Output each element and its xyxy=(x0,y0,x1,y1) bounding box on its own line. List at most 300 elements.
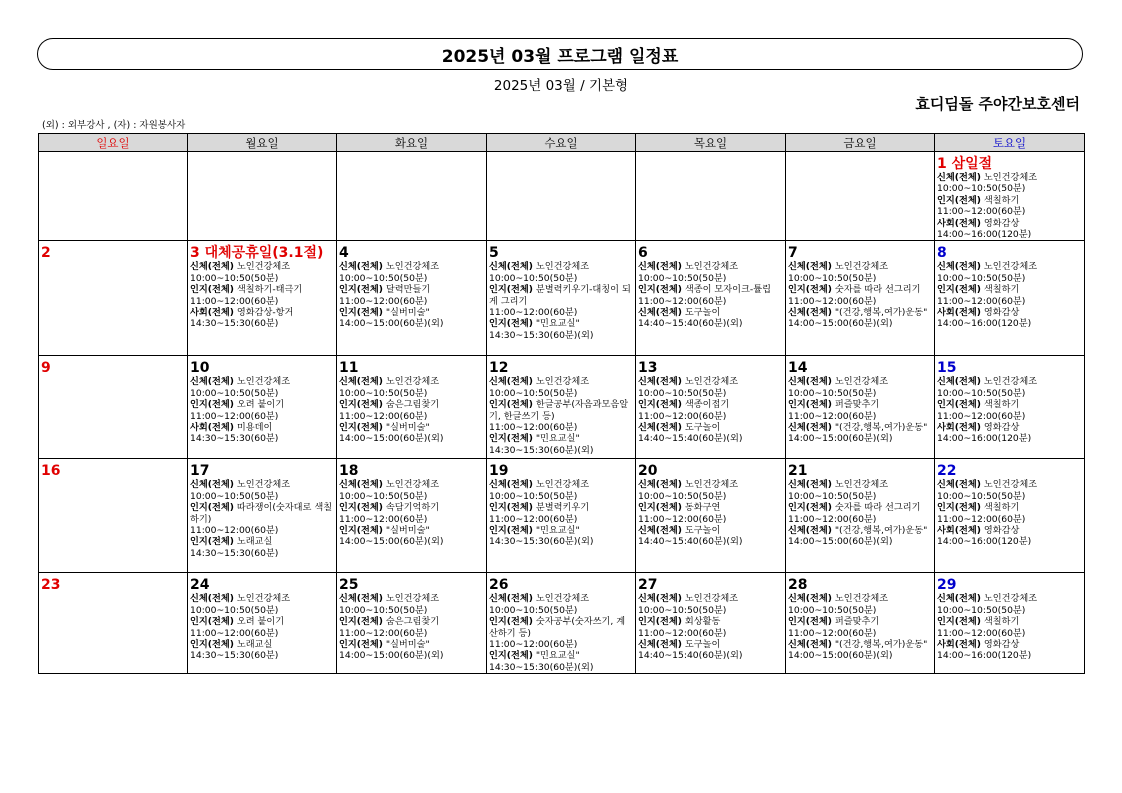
program-category: 인지(전체) xyxy=(937,399,981,411)
day-number: 26 xyxy=(489,577,509,594)
program-entry xyxy=(339,639,484,650)
program-entry xyxy=(638,502,783,513)
program-category: 신체(전체) xyxy=(638,525,682,537)
program-entry xyxy=(788,479,932,490)
calendar-day-cell xyxy=(636,356,786,459)
program-name: "민요교실" xyxy=(535,433,580,445)
program-name: 노인건강체조 xyxy=(236,593,291,605)
program-time: 11:00~12:00(60분) xyxy=(638,513,727,525)
program-category: 신체(전체) xyxy=(788,307,832,319)
calendar-body xyxy=(39,152,1085,674)
program-entry xyxy=(638,639,783,650)
program-name: 영화감상 xyxy=(983,307,1020,319)
program-name: 도구놀이 xyxy=(684,307,721,319)
program-time: 14:40~15:40(60분)(외) xyxy=(638,536,743,548)
program-entry xyxy=(339,399,484,410)
program-category: 인지(전체) xyxy=(638,616,682,628)
program-time: 14:00~15:00(60분)(외) xyxy=(788,318,893,330)
program-time: 10:00~10:50(50분) xyxy=(638,387,727,399)
program-name: 영화감상-항거 xyxy=(236,307,294,319)
program-time: 14:40~15:40(60분)(외) xyxy=(638,433,743,445)
program-category: 신체(전체) xyxy=(638,422,682,434)
calendar-day-cell xyxy=(39,152,188,241)
program-time: 14:30~15:30(60분)(외) xyxy=(489,536,594,548)
program-time: 14:00~15:00(60분)(외) xyxy=(788,536,893,548)
program-time: 11:00~12:00(60분) xyxy=(190,627,279,639)
program-category: 신체(전체) xyxy=(190,479,234,491)
program-time: 14:00~15:00(60분)(외) xyxy=(788,650,893,662)
program-time: 10:00~10:50(50분) xyxy=(937,604,1026,616)
program-category: 신체(전체) xyxy=(788,422,832,434)
program-category: 사회(전체) xyxy=(190,307,234,319)
program-name: "민요교실" xyxy=(535,650,580,662)
program-name: 오려 붙이기 xyxy=(236,399,285,411)
program-entry xyxy=(638,284,783,295)
calendar-day-cell xyxy=(487,459,636,573)
program-entry xyxy=(937,502,1082,513)
program-time: 14:00~15:00(60분)(외) xyxy=(339,650,444,662)
program-entry xyxy=(788,616,932,627)
program-name: 노인건강체조 xyxy=(385,261,440,273)
program-entry xyxy=(190,307,334,318)
program-name: 회상활동 xyxy=(684,616,721,628)
program-entry xyxy=(190,502,334,525)
program-time: 14:00~15:00(60분)(외) xyxy=(788,433,893,445)
program-entry xyxy=(339,422,484,433)
program-category: 인지(전체) xyxy=(489,318,533,330)
program-category: 인지(전체) xyxy=(339,525,383,537)
program-name: 색칠하기 xyxy=(983,616,1020,628)
program-entry xyxy=(937,284,1082,295)
program-category: 신체(전체) xyxy=(788,593,832,605)
program-entry xyxy=(190,593,334,604)
center-name: 효디딤돌 주야간보호센터 xyxy=(915,95,1080,113)
program-time: 11:00~12:00(60분) xyxy=(788,627,877,639)
calendar-day-cell xyxy=(188,459,337,573)
program-time: 10:00~10:50(50분) xyxy=(788,490,877,502)
program-name: 노인건강체조 xyxy=(535,593,590,605)
program-time: 10:00~10:50(50분) xyxy=(489,387,578,399)
program-category: 신체(전체) xyxy=(937,172,981,183)
program-category: 인지(전체) xyxy=(489,525,533,537)
program-name: "(건강,행복,여가)운동" xyxy=(834,525,928,537)
program-name: 영화감상 xyxy=(983,422,1020,434)
program-entry xyxy=(489,479,633,490)
program-entry xyxy=(788,502,932,513)
program-entry xyxy=(190,479,334,490)
calendar-table xyxy=(38,133,1085,674)
program-time: 14:00~16:00(120분) xyxy=(937,229,1032,241)
legend-note: (외) : 외부강사 , (자) : 자원봉사자 xyxy=(42,120,186,131)
day-number: 21 xyxy=(788,463,808,480)
program-entry xyxy=(937,195,1082,206)
program-category: 신체(전체) xyxy=(638,639,682,651)
program-entry xyxy=(937,307,1082,318)
weekday-header-sun: 일요일 xyxy=(39,134,188,152)
program-category: 신체(전체) xyxy=(937,261,981,273)
program-time: 10:00~10:50(50분) xyxy=(190,604,279,616)
program-time: 11:00~12:00(60분) xyxy=(937,410,1026,422)
program-time: 11:00~12:00(60분) xyxy=(489,513,578,525)
calendar-day-cell xyxy=(188,241,337,356)
program-category: 인지(전체) xyxy=(190,502,234,514)
calendar-day-cell xyxy=(487,152,636,241)
program-entry xyxy=(788,399,932,410)
program-category: 인지(전체) xyxy=(190,536,234,548)
program-name: 미용데이 xyxy=(236,422,273,434)
weekday-header-mon: 월요일 xyxy=(188,134,337,152)
program-category: 신체(전체) xyxy=(937,479,981,491)
program-name: 노인건강체조 xyxy=(684,479,739,491)
program-entry xyxy=(937,172,1082,183)
day-number: 22 xyxy=(937,463,957,480)
program-category: 신체(전체) xyxy=(190,376,234,388)
program-time: 11:00~12:00(60분) xyxy=(339,513,428,525)
calendar-day-cell xyxy=(935,573,1085,674)
program-time: 14:30~15:30(60분) xyxy=(190,433,279,445)
weekday-header-sat: 토요일 xyxy=(935,134,1085,152)
calendar-day-cell xyxy=(487,356,636,459)
program-category: 인지(전체) xyxy=(489,284,533,296)
day-number: 28 xyxy=(788,577,808,594)
program-category: 인지(전체) xyxy=(190,639,234,651)
calendar-day-cell xyxy=(39,356,188,459)
program-category: 인지(전체) xyxy=(339,307,383,319)
program-time: 10:00~10:50(50분) xyxy=(638,272,727,284)
program-category: 인지(전체) xyxy=(489,502,533,514)
program-entry xyxy=(489,261,633,272)
program-time: 14:00~16:00(120분) xyxy=(937,536,1032,548)
program-name: 노인건강체조 xyxy=(236,479,291,491)
program-time: 10:00~10:50(50분) xyxy=(489,272,578,284)
program-category: 신체(전체) xyxy=(339,593,383,605)
program-name: "실버미술" xyxy=(385,307,430,319)
program-time: 10:00~10:50(50분) xyxy=(788,272,877,284)
program-name: "민요교실" xyxy=(535,525,580,537)
program-category: 인지(전체) xyxy=(638,399,682,411)
program-time: 10:00~10:50(50분) xyxy=(937,272,1026,284)
program-entry xyxy=(638,525,783,536)
program-time: 14:00~15:00(60분)(외) xyxy=(339,318,444,330)
program-category: 인지(전체) xyxy=(190,399,234,411)
program-name: 분별력키우기-대칭이 되게 그리기 xyxy=(489,284,631,307)
program-time: 11:00~12:00(60분) xyxy=(489,307,578,319)
program-name: 노인건강체조 xyxy=(834,593,889,605)
program-name: 노인건강체조 xyxy=(834,376,889,388)
calendar-week-row xyxy=(39,356,1085,459)
program-category: 신체(전체) xyxy=(937,593,981,605)
program-entry xyxy=(339,284,484,295)
day-number: 11 xyxy=(339,360,359,377)
program-name: 색칠하기 xyxy=(983,194,1020,206)
program-name: 도구놀이 xyxy=(684,639,721,651)
program-time: 14:00~15:00(60분)(외) xyxy=(339,433,444,445)
weekday-header-thu: 목요일 xyxy=(636,134,786,152)
program-category: 신체(전체) xyxy=(190,261,234,273)
program-name: 오려 붙이기 xyxy=(236,616,285,628)
program-entry xyxy=(339,376,484,387)
program-entry xyxy=(788,639,932,650)
program-category: 신체(전체) xyxy=(788,639,832,651)
program-entry xyxy=(489,399,633,422)
program-category: 인지(전체) xyxy=(937,194,981,206)
program-entry xyxy=(937,593,1082,604)
day-number: 25 xyxy=(339,577,359,594)
program-entry xyxy=(638,307,783,318)
program-name: 동화구연 xyxy=(684,502,721,514)
weekday-header-wed: 수요일 xyxy=(487,134,636,152)
calendar-week-row xyxy=(39,241,1085,356)
program-name: 색종이 모자이크-튤립 xyxy=(684,284,771,296)
calendar-day-cell xyxy=(337,152,487,241)
program-time: 10:00~10:50(50분) xyxy=(489,490,578,502)
program-name: 노인건강체조 xyxy=(236,376,291,388)
program-name: 노인건강체조 xyxy=(385,376,440,388)
program-entry xyxy=(489,650,633,661)
program-category: 인지(전체) xyxy=(638,284,682,296)
program-name: 한글공부(자음과모음알기, 한글쓰기 등) xyxy=(489,399,629,422)
day-number: 9 xyxy=(41,360,51,377)
program-category: 인지(전체) xyxy=(190,616,234,628)
holiday-name: 대체공휴일(3.1절) xyxy=(204,245,324,262)
program-entry xyxy=(489,502,633,513)
program-entry xyxy=(489,376,633,387)
title-box xyxy=(37,38,1083,70)
day-number: 13 xyxy=(638,360,658,377)
calendar-day-cell xyxy=(337,241,487,356)
day-number: 14 xyxy=(788,360,808,377)
program-entry xyxy=(190,376,334,387)
calendar-day-cell xyxy=(337,356,487,459)
program-entry xyxy=(937,616,1082,627)
program-time: 10:00~10:50(50분) xyxy=(489,604,578,616)
program-time: 11:00~12:00(60분) xyxy=(339,410,428,422)
program-entry xyxy=(489,318,633,329)
program-name: 퍼즐맞추기 xyxy=(834,399,880,411)
day-number: 27 xyxy=(638,577,658,594)
program-name: 달력만들기 xyxy=(385,284,431,296)
calendar-day-cell xyxy=(39,573,188,674)
program-entry xyxy=(638,479,783,490)
program-category: 인지(전체) xyxy=(190,284,234,296)
program-category: 신체(전체) xyxy=(638,261,682,273)
program-category: 사회(전체) xyxy=(937,525,981,537)
program-time: 14:40~15:40(60분)(외) xyxy=(638,650,743,662)
program-entry xyxy=(489,525,633,536)
calendar-day-cell xyxy=(935,152,1085,241)
program-name: "실버미술" xyxy=(385,422,430,434)
program-entry xyxy=(937,479,1082,490)
program-name: 색칠하기 xyxy=(983,502,1020,514)
page-subtitle: 2025년 03월 / 기본형 xyxy=(493,78,629,94)
day-number: 3 xyxy=(190,245,200,262)
program-name: 숫자공부(숫자쓰기, 계산하기 등) xyxy=(489,616,626,639)
page-title: 2025년 03월 프로그램 일정표 xyxy=(441,46,679,67)
program-name: 노인건강체조 xyxy=(684,593,739,605)
program-name: 영화감상 xyxy=(983,525,1020,537)
program-time: 14:30~15:30(60분) xyxy=(190,650,279,662)
calendar-day-cell xyxy=(188,573,337,674)
program-entry xyxy=(937,525,1082,536)
program-entry xyxy=(489,593,633,604)
weekday-header-row xyxy=(39,134,1085,152)
program-category: 신체(전체) xyxy=(339,376,383,388)
program-category: 신체(전체) xyxy=(638,376,682,388)
program-category: 신체(전체) xyxy=(638,479,682,491)
program-entry xyxy=(788,261,932,272)
program-entry xyxy=(339,593,484,604)
program-name: 숫자를 따라 선그리기 xyxy=(834,502,921,514)
program-name: 영화감상 xyxy=(983,639,1020,651)
program-name: 따라쟁이(숫자대로 색칠하기) xyxy=(190,502,333,525)
program-name: "민요교실" xyxy=(535,318,580,330)
program-time: 11:00~12:00(60분) xyxy=(937,206,1026,218)
calendar-day-cell xyxy=(636,459,786,573)
program-category: 신체(전체) xyxy=(339,479,383,491)
program-entry xyxy=(190,422,334,433)
program-time: 11:00~12:00(60분) xyxy=(190,410,279,422)
program-entry xyxy=(190,284,334,295)
calendar-week-row xyxy=(39,152,1085,241)
calendar-day-cell xyxy=(786,356,935,459)
program-category: 인지(전체) xyxy=(339,502,383,514)
program-category: 신체(전체) xyxy=(489,479,533,491)
program-category: 사회(전체) xyxy=(190,422,234,434)
day-number: 20 xyxy=(638,463,658,480)
day-number: 10 xyxy=(190,360,210,377)
program-category: 신체(전체) xyxy=(190,593,234,605)
program-name: 노인건강체조 xyxy=(983,376,1038,388)
program-time: 10:00~10:50(50분) xyxy=(190,387,279,399)
program-category: 인지(전체) xyxy=(489,616,533,628)
calendar-day-cell xyxy=(39,241,188,356)
calendar-day-cell xyxy=(636,152,786,241)
program-name: 노인건강체조 xyxy=(834,479,889,491)
program-category: 인지(전체) xyxy=(339,616,383,628)
program-category: 신체(전체) xyxy=(788,525,832,537)
program-time: 11:00~12:00(60분) xyxy=(937,513,1026,525)
program-time: 11:00~12:00(60분) xyxy=(788,513,877,525)
program-time: 14:40~15:40(60분)(외) xyxy=(638,318,743,330)
program-name: 노인건강체조 xyxy=(684,261,739,273)
program-entry xyxy=(489,616,633,639)
program-entry xyxy=(638,422,783,433)
program-entry xyxy=(339,479,484,490)
program-time: 10:00~10:50(50분) xyxy=(788,604,877,616)
program-name: 노래교실 xyxy=(236,639,273,651)
calendar-week-row xyxy=(39,459,1085,573)
day-number: 23 xyxy=(41,577,61,594)
calendar-day-cell xyxy=(636,241,786,356)
program-name: 분별력키우기 xyxy=(535,502,590,514)
program-name: 노인건강체조 xyxy=(385,593,440,605)
program-entry xyxy=(638,593,783,604)
calendar-day-cell xyxy=(39,459,188,573)
program-time: 14:00~15:00(60분)(외) xyxy=(339,536,444,548)
day-number: 1 xyxy=(937,156,947,172)
program-time: 11:00~12:00(60분) xyxy=(937,295,1026,307)
program-category: 신체(전체) xyxy=(638,593,682,605)
program-name: 퍼즐맞추기 xyxy=(834,616,880,628)
program-name: 속담기억하기 xyxy=(385,502,440,514)
program-name: 노인건강체조 xyxy=(983,593,1038,605)
program-entry xyxy=(638,399,783,410)
program-category: 인지(전체) xyxy=(788,616,832,628)
program-category: 사회(전체) xyxy=(937,307,981,319)
program-name: 노인건강체조 xyxy=(983,261,1038,273)
calendar-day-cell xyxy=(188,356,337,459)
day-number: 7 xyxy=(788,245,798,262)
program-name: "(건강,행복,여가)운동" xyxy=(834,307,928,319)
program-time: 10:00~10:50(50분) xyxy=(937,183,1026,195)
program-name: 노인건강체조 xyxy=(684,376,739,388)
program-time: 11:00~12:00(60분) xyxy=(638,410,727,422)
program-time: 10:00~10:50(50분) xyxy=(339,387,428,399)
program-category: 인지(전체) xyxy=(339,284,383,296)
program-name: "(건강,행복,여가)운동" xyxy=(834,422,928,434)
program-entry xyxy=(190,639,334,650)
program-time: 10:00~10:50(50분) xyxy=(788,387,877,399)
program-time: 10:00~10:50(50분) xyxy=(937,490,1026,502)
day-number: 16 xyxy=(41,463,61,480)
day-number: 4 xyxy=(339,245,349,262)
program-category: 신체(전체) xyxy=(788,261,832,273)
program-category: 인지(전체) xyxy=(788,284,832,296)
program-category: 신체(전체) xyxy=(937,376,981,388)
program-time: 10:00~10:50(50분) xyxy=(638,490,727,502)
program-category: 신체(전체) xyxy=(788,376,832,388)
program-name: 노인건강체조 xyxy=(834,261,889,273)
program-time: 14:30~15:30(60분) xyxy=(190,318,279,330)
program-category: 인지(전체) xyxy=(788,502,832,514)
program-category: 신체(전체) xyxy=(638,307,682,319)
program-entry xyxy=(638,261,783,272)
calendar-day-cell xyxy=(337,459,487,573)
program-name: 노인건강체조 xyxy=(535,479,590,491)
day-number: 2 xyxy=(41,245,51,262)
day-number: 24 xyxy=(190,577,210,594)
program-time: 10:00~10:50(50분) xyxy=(937,387,1026,399)
program-name: 숫자를 따라 선그리기 xyxy=(834,284,921,296)
day-number: 17 xyxy=(190,463,210,480)
program-entry xyxy=(788,284,932,295)
program-time: 14:00~16:00(120분) xyxy=(937,318,1032,330)
program-entry xyxy=(638,616,783,627)
program-name: 노인건강체조 xyxy=(385,479,440,491)
calendar-week-row xyxy=(39,573,1085,674)
program-time: 11:00~12:00(60분) xyxy=(190,525,279,537)
program-time: 11:00~12:00(60분) xyxy=(638,627,727,639)
program-name: 노인건강체조 xyxy=(983,479,1038,491)
day-number: 12 xyxy=(489,360,509,377)
program-category: 인지(전체) xyxy=(489,433,533,445)
program-entry xyxy=(937,639,1082,650)
program-time: 10:00~10:50(50분) xyxy=(190,490,279,502)
calendar-day-cell xyxy=(337,573,487,674)
program-entry xyxy=(339,525,484,536)
program-name: "실버미술" xyxy=(385,525,430,537)
program-time: 14:00~16:00(120분) xyxy=(937,433,1032,445)
program-name: 노인건강체조 xyxy=(535,261,590,273)
day-number: 15 xyxy=(937,360,957,377)
program-category: 신체(전체) xyxy=(339,261,383,273)
day-number: 19 xyxy=(489,463,509,480)
program-time: 11:00~12:00(60분) xyxy=(937,627,1026,639)
program-time: 11:00~12:00(60분) xyxy=(788,295,877,307)
program-name: "실버미술" xyxy=(385,639,430,651)
program-time: 11:00~12:00(60분) xyxy=(638,295,727,307)
program-entry xyxy=(788,525,932,536)
